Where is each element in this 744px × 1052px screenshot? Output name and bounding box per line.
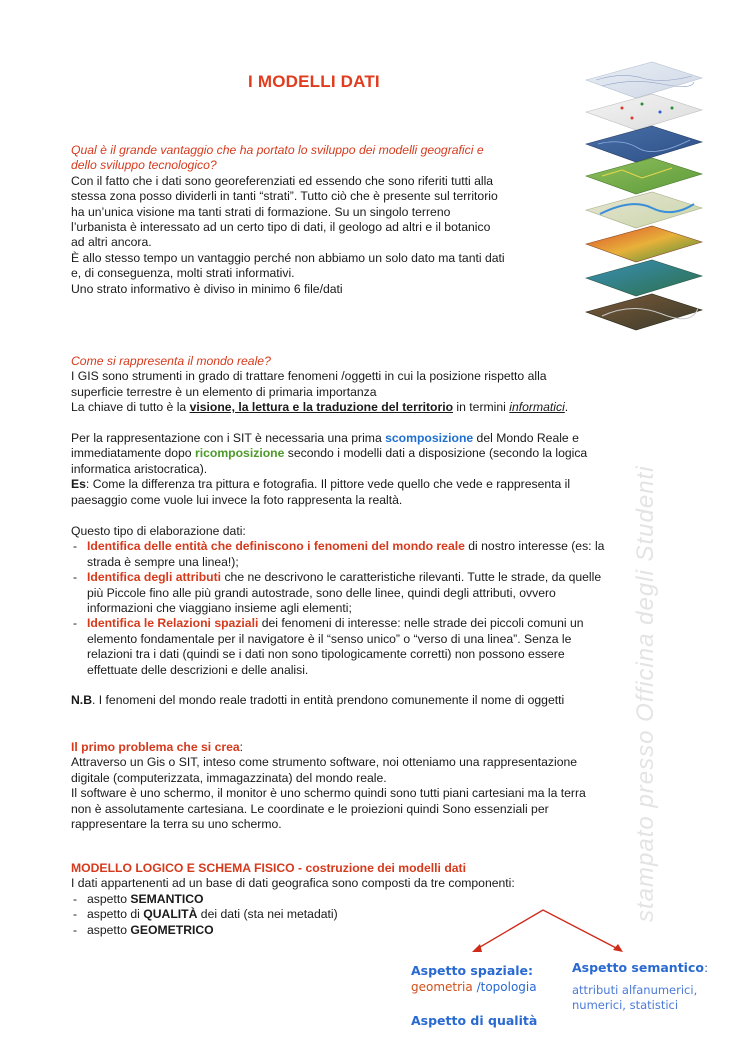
paragraph-line: digitale (computerizzata, immagazzinata) del mondo reale.	[71, 770, 387, 785]
heading-line: Il primo problema che si crea:	[71, 740, 244, 754]
section-vantaggio	[71, 143, 571, 297]
aspect-semantic-sub2: numerici, statistici	[572, 998, 679, 1012]
layer-3	[586, 126, 702, 162]
paragraph-line: l’urbanista è interessato ad un certo tipo di dati, il geologo ad altri e il botanico	[71, 220, 491, 235]
aspect-semantic-title: Aspetto semantico	[572, 960, 704, 975]
arrow-left-head	[472, 944, 482, 952]
section-heading: MODELLO LOGICO E SCHEMA FISICO - costruzione dei modelli dati	[71, 861, 466, 875]
paragraph-line: stessa zona posso dividerli in tanti “strati”. Tutto ciò che è presente sul territorio	[71, 189, 498, 204]
list-item: - Identifica delle entità che definiscono i fenomeni del mondo reale di nostro interesse (es: la strada è sempre una linea!);	[71, 539, 677, 570]
aspect-arrows	[460, 900, 640, 960]
question-2: Come si rappresenta il mondo reale?	[71, 354, 271, 368]
paragraph-line: superficie terrestre è un elemento di primaria importanza	[71, 384, 377, 399]
term-ricomposizione: ricomposizione	[194, 446, 285, 461]
layer-8	[586, 294, 702, 330]
ricomposizione-line: immediatamente dopo ricomposizione secondo i modelli dati a disposizione (secondo la logica	[71, 446, 588, 461]
layer-7	[586, 260, 702, 296]
term-scomposizione: scomposizione	[385, 431, 474, 446]
list-item: - Identifica le Relazioni spaziali dei fenomeni di interesse: nelle strade dei piccoli comuni un elemento fondamentale per il navigatore è il “senso unico” o “verso di una linea”. Senza le relazioni tra i dati (quindi se i dati non sono tipologicamente corretti) non possono essere effettuate delle descrizioni e delle analisi.	[71, 616, 677, 678]
layer-5	[586, 192, 702, 228]
aspect-quality: Aspetto di qualità	[411, 1013, 538, 1028]
layer-4	[586, 158, 702, 194]
nb-line: N.B. I fenomeni del mondo reale tradotti in entità prendono comunemente il nome di oggetti	[71, 693, 565, 708]
key-line: La chiave di tutto è la visione, la lettura e la traduzione del territorio in termini informatici.	[71, 400, 569, 415]
paragraph-line: Attraverso un Gis o SIT, inteso come strumento software, noi otteniamo una rappresentazione	[71, 755, 578, 770]
paragraph-line: I dati appartenenti ad un base di dati geografica sono composti da tre componenti:	[71, 876, 515, 891]
paragraph-line: rappresentare la terra su uno schermo.	[71, 817, 282, 832]
question-1b: dello sviluppo tecnologico?	[71, 158, 217, 173]
paragraph-line: Il software è uno schermo, il monitor è uno schermo quindi sono tutti piani cartesiani ma la terra	[71, 786, 586, 801]
paragraph-line: Con il fatto che i dati sono georeferenziati ed essendo che sono riferiti tutti alla	[71, 173, 494, 188]
layer-2	[586, 94, 702, 130]
list-item: - aspetto SEMANTICO	[71, 892, 671, 907]
paragraph-line: e, di conseguenza, molti strati informativi.	[71, 266, 295, 281]
key-informatici: informatici	[509, 400, 565, 415]
aspect-topologia: /topologia	[472, 980, 537, 994]
paragraph-line: ad altri ancora.	[71, 235, 152, 250]
arrow-right-head	[613, 944, 623, 952]
list-item: - aspetto GEOMETRICO	[71, 923, 671, 938]
paragraph-line: Uno strato informativo è diviso in minimo 6 file/dati	[71, 281, 343, 296]
paragraph-line: ha un’unica visione ma tanti strati di formazione. Su un singolo terreno	[71, 204, 451, 219]
paragraph-line: informatica aristocratica).	[71, 461, 208, 476]
section-heading: Il primo problema che si crea	[71, 740, 240, 754]
key-emphasis: visione, la lettura e la traduzione del territorio	[189, 400, 454, 415]
aspect-geometria: geometria	[411, 980, 473, 994]
list-item: - aspetto di QUALITÀ dei dati (sta nei metadati)	[71, 907, 671, 922]
watermark: stampato presso Officina degli Studenti	[632, 465, 659, 922]
paragraph-line: I GIS sono strumenti in grado di trattare fenomeni /oggetti in cui la posizione rispetto alla	[71, 369, 547, 384]
paragraph-line: Questo tipo di elaborazione dati:	[71, 524, 246, 538]
paragraph-line: paesaggio come vuole lui invece la foto rappresenta la realtà.	[71, 492, 403, 507]
aspect-spatial	[411, 963, 537, 995]
aspect-spatial-title: Aspetto spaziale:	[411, 963, 534, 978]
paragraph-line: non è assolutamente cartesiana. Le coordinate e le proiezioni quindi Sono essenziali per	[71, 801, 549, 816]
elaborazione-list	[71, 539, 677, 678]
gis-layers-illustration	[582, 58, 704, 350]
list-item: - Identifica degli attributi che ne descrivono le caratteristiche rilevanti. Tutte le strade, da quelle più Piccole fino alle più grandi autostrade, sono delle linee, quindi degli attributi, ovvero informazioni che viaggiano insieme agli elementi;	[71, 570, 677, 616]
question-1a: Qual è il grande vantaggio che ha portato lo sviluppo dei modelli geografici e	[71, 143, 484, 157]
aspect-semantic-sub1: attributi alfanumerici,	[572, 983, 698, 997]
section-mondo-reale	[71, 354, 671, 508]
scomposizione-line: Per la rappresentazione con i SIT è necessaria una prima scomposizione del Mondo Reale e	[71, 431, 579, 446]
page-title: I MODELLI DATI	[248, 72, 380, 91]
example-line: Es: Come la differenza tra pittura e fotografia. Il pittore vede quello che vede e rappresenta il	[71, 477, 571, 492]
layer-6	[586, 226, 702, 262]
layer-1	[586, 62, 702, 98]
section-elaborazione	[71, 524, 677, 709]
paragraph-line: È allo stesso tempo un vantaggio perché non abbiamo un solo dato ma tanti dati	[71, 250, 505, 265]
section-primo-problema	[71, 740, 671, 832]
aspect-semantic: Aspetto semantico: attributi alfanumerici, numerici, statistici	[572, 960, 709, 1012]
